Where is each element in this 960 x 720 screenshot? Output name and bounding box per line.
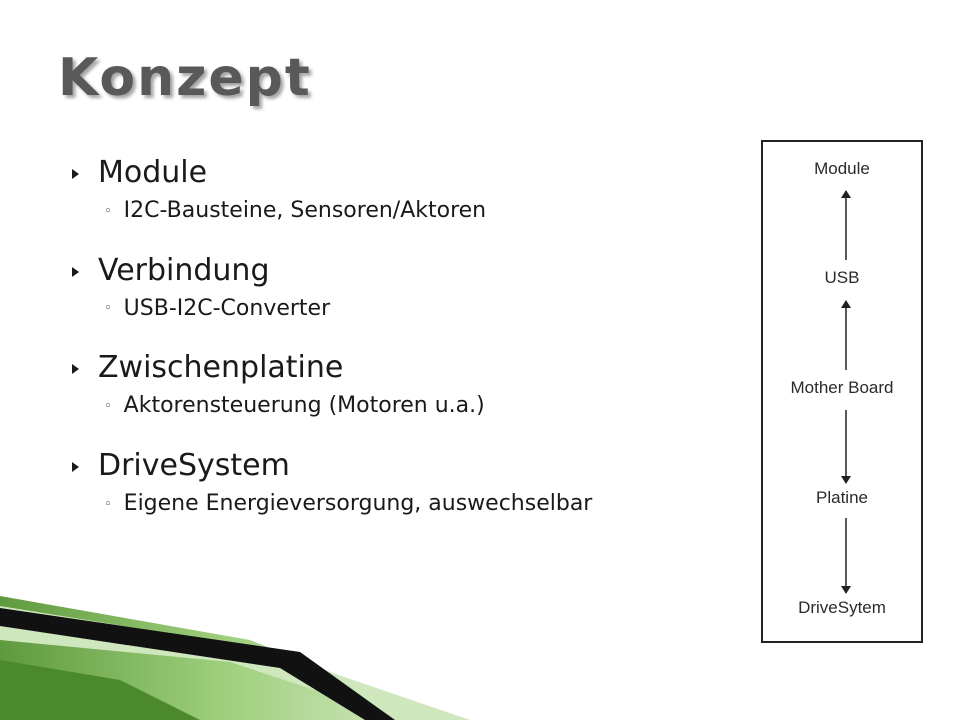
bullet-item: [72, 155, 762, 191]
ring-bullet-icon: ◦: [104, 496, 112, 512]
bullet-label: Verbindung: [98, 252, 270, 288]
bullet-item: [72, 448, 762, 484]
triangle-bullet-icon: [72, 267, 79, 277]
bullet-group-zwischenplatine: [72, 350, 762, 421]
triangle-bullet-icon: [72, 364, 79, 374]
bullet-group-drivesystem: [72, 448, 762, 519]
diagram-node-usb: USB: [824, 268, 860, 287]
slide-title: Konzept: [58, 48, 312, 108]
diagram-node-module: Module: [814, 159, 870, 178]
bullet-group-module: [72, 155, 762, 226]
bullet-label: Zwischenplatine: [98, 350, 344, 386]
ring-bullet-icon: ◦: [104, 399, 112, 415]
bullet-label: Module: [98, 155, 208, 190]
bullet-item: [72, 253, 762, 289]
sub-bullet-label: Eigene Energieversorgung, auswechselbar: [123, 490, 593, 516]
triangle-bullet-icon: [72, 462, 79, 472]
sub-bullet-item: [104, 392, 762, 421]
sub-bullet-item: [104, 295, 762, 324]
architecture-diagram: [761, 140, 923, 643]
sub-bullet-label: I2C-Bausteine, Sensoren/Aktoren: [123, 198, 487, 223]
sub-bullet-item: [104, 197, 762, 226]
bullet-group-verbindung: [72, 253, 762, 324]
ring-bullet-icon: ◦: [104, 301, 112, 317]
bullet-item: [72, 350, 762, 386]
bullet-list: [72, 155, 762, 545]
triangle-bullet-icon: [72, 169, 79, 179]
diagram-node-mother-board: Mother Board: [790, 378, 894, 397]
sub-bullet-label: Aktorensteuerung (Motoren u.a.): [123, 393, 485, 419]
ring-bullet-icon: ◦: [104, 203, 112, 219]
bullet-label: DriveSystem: [98, 447, 290, 483]
sub-bullet-label: USB-I2C-Converter: [123, 295, 331, 321]
sub-bullet-item: [104, 490, 762, 519]
diagram-node-platine: Platine: [816, 488, 868, 507]
diagram-node-drivesystem: DriveSytem: [798, 598, 886, 617]
